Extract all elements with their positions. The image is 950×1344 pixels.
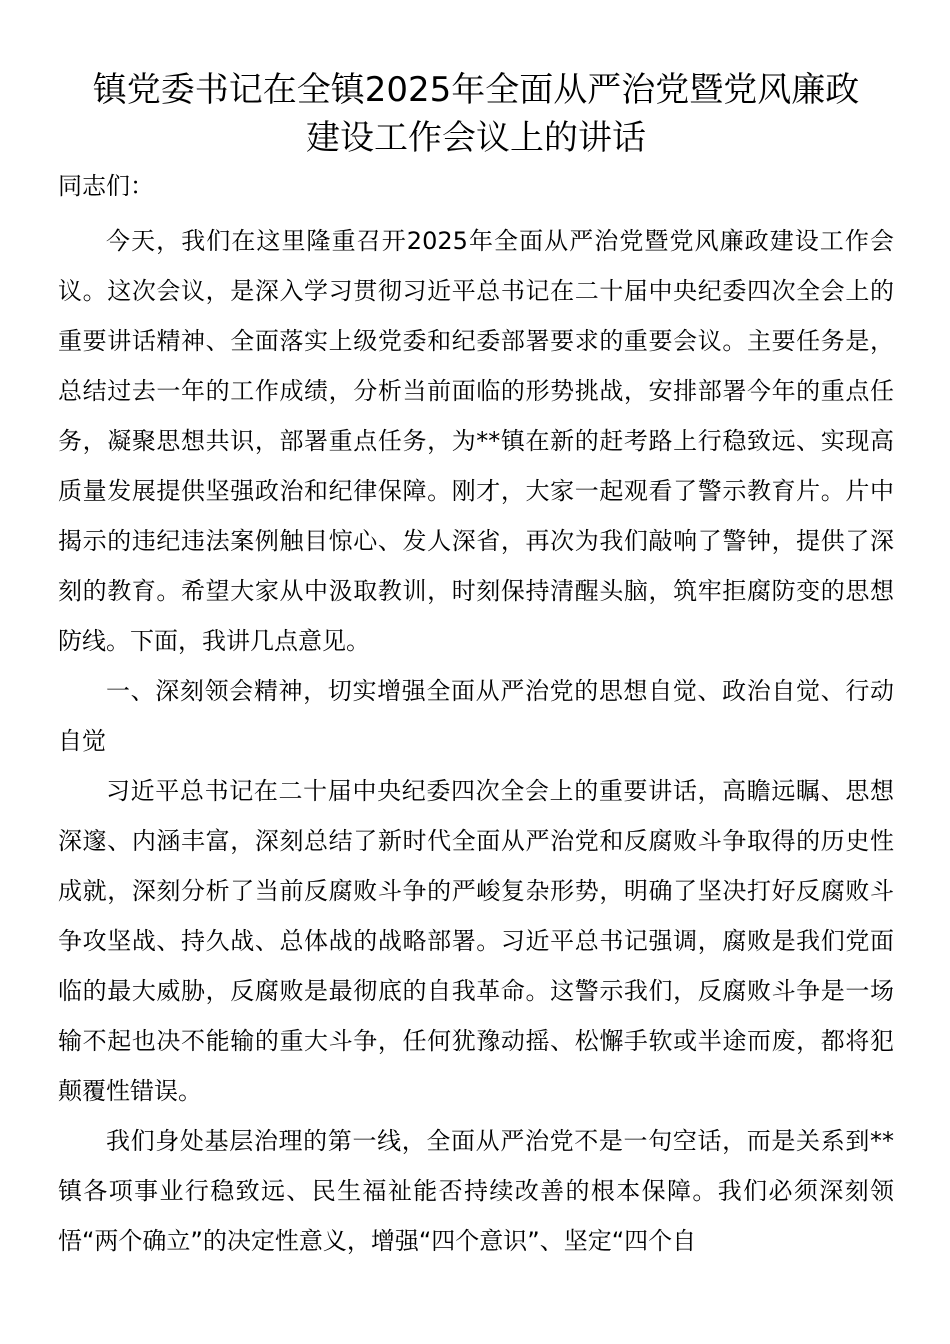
document-title <box>58 66 894 162</box>
document-page <box>58 66 894 1266</box>
paragraph-body-1: 习近平总书记在二十届中央纪委四次全会上的重要讲话，高瞻远瞩、思想深邃、内涵丰富，深刻总结了新时代全面从严治党和反腐败斗争取得的历史性成就，深刻分析了当前反腐败斗争的严峻复杂形势，明确了坚决打好反腐败斗争攻坚战、持久战、总体战的战略部署。习近平总书记强调，腐败是我们党面临的最大威胁，反腐败是最彻底的自我革命。这警示我们，反腐败斗争是一场输不起也决不能输的重大斗争，任何犹豫动摇、松懈手软或半途而废，都将犯颠覆性错误。 <box>58 777 894 1105</box>
paragraph-intro: 今天，我们在这里隆重召开2025年全面从严治党暨党风廉政建设工作会议。这次会议，是深入学习贯彻习近平总书记在二十届中央纪委四次全会上的重要讲话精神、全面落实上级党委和纪委部署要求的重要会议。主要任务是，总结过去一年的工作成绩，分析当前面临的形势挑战，安排部署今年的重点任务，凝聚思想共识，部署重点任务，为**镇在新的赶考路上行稳致远、实现高质量发展提供坚强政治和纪律保障。刚才，大家一起观看了警示教育片。片中揭示的违纪违法案例触目惊心、发人深省，再次为我们敲响了警钟，提供了深刻的教育。希望大家从中汲取教训，时刻保持清醒头脑，筑牢拒腐防变的思想防线。下面，我讲几点意见。 <box>58 227 894 655</box>
paragraph-body-2: 我们身处基层治理的第一线，全面从严治党不是一句空话，而是关系到**镇各项事业行稳致远、民生福祉能否持续改善的根本保障。我们必须深刻领悟“两个确立”的决定性意义，增强“四个意识”、坚定“四个自 <box>58 1127 894 1255</box>
salutation: 同志们： <box>58 172 154 200</box>
section-heading-1: 一、深刻领会精神，切实增强全面从严治党的思想自觉、政治自觉、行动自觉 <box>58 677 894 755</box>
title-line-1: 镇党委书记在全镇2025年全面从严治党暨党风廉政 <box>92 70 860 110</box>
title-line-2: 建设工作会议上的讲话 <box>306 118 646 158</box>
